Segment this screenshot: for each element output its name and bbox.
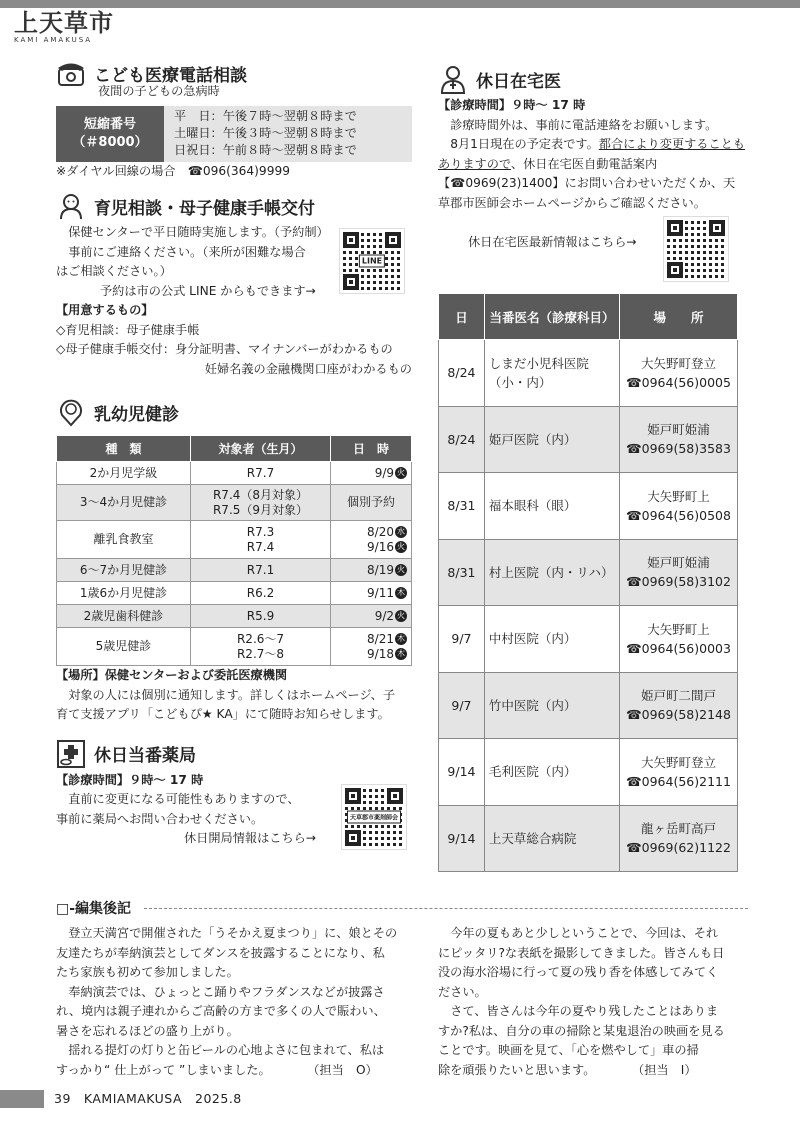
editor-left-line: 登立天満宮で開催された「うそかえ夏まつり」に、娘とその [68, 926, 398, 940]
row-kind: 3～4か月児健診 [57, 485, 191, 521]
row-date: 9/9 火 [331, 462, 412, 485]
hours-holiday: 日祝日：午前８時～翌朝８時まで [174, 142, 357, 157]
item-handbook-2: 妊婦名義の金融機関口座がわかるもの [204, 361, 412, 376]
row-doctor: 村上医院（内・リハ） [484, 539, 619, 606]
item-consult: ◇育児相談：母子健康手帳 [56, 322, 200, 337]
dial-note: ※ダイヤル回線の場合 ☎096(364)9999 [56, 163, 290, 178]
left-column [56, 56, 416, 849]
row-day: 8/24 [439, 406, 485, 473]
doctor-p1: 診療時間外は、事前に電話連絡をお願いします。 [450, 117, 718, 132]
row-target: R5.9 [191, 605, 331, 628]
editor-left-line: 揺れる提灯の灯りと缶ビールの心地よさに包まれて、私は [68, 1043, 385, 1057]
row-place: 大矢野町上 ☎0964(56)0003 [620, 606, 738, 673]
row-kind: 2歳児歯科健診 [57, 605, 191, 628]
top-bar [0, 0, 800, 8]
ikuji-line-3: はご相談ください。） [56, 264, 172, 278]
pharmacy-hours: 【診療時間】９時～ 17 時 [56, 772, 204, 787]
ikuji-line-1: 保健センターで平日随時実施します。（予約制） [68, 225, 329, 239]
table-row [439, 672, 738, 739]
editor-right-line: すか?私は、自分の車の掃除と某鬼退治の映画を見る [438, 1023, 725, 1038]
col-place: 場 所 [620, 294, 738, 340]
doctor-qr-code[interactable] [664, 217, 728, 281]
row-place: 姫戸町姫浦 ☎0969(58)3102 [620, 539, 738, 606]
phone-number: ☎0969(58)3583 [626, 441, 731, 457]
row-doctor: 中村医院（内） [484, 606, 619, 673]
row-doctor: しまだ小児科医院 （小・内） [484, 340, 619, 407]
row-kind: 1歳6か月児健診 [57, 582, 191, 605]
weekday-badge: 火 [397, 542, 405, 551]
row-doctor: 竹中医院（内） [484, 672, 619, 739]
doctor-p4: 草郡市医師会ホームページからご確認ください。 [438, 195, 706, 210]
editor-right-line: 今年の夏もあと少しということで、今回は、それ [450, 926, 719, 940]
row-place: 龍ヶ岳町高戸 ☎0969(62)1122 [620, 805, 738, 872]
row-kind: 離乳食教室 [57, 521, 191, 559]
table-row [439, 606, 738, 673]
ikuji-line-2: 事前にご連絡ください。（来所が困難な場合 [68, 244, 306, 259]
table-row [439, 805, 738, 872]
doctor-hours: 【診療時間】９時～ 17 時 [438, 98, 586, 112]
weekday-badge: 水 [397, 527, 405, 536]
ikuji-title: 育児相談・母子健康手帳交付 [94, 198, 315, 219]
row-day: 9/7 [439, 672, 485, 739]
nyuyoji-title: 乳幼児健診 [94, 404, 179, 425]
table-row [439, 539, 738, 606]
row-date: 8/19 火 [331, 559, 412, 582]
row-place: 姫戸町二間戸 ☎0969(58)2148 [620, 672, 738, 739]
row-kind: 6～7か月児健診 [57, 559, 191, 582]
row-date: 個別予約 [331, 485, 412, 521]
phone-number: ☎0964(56)0005 [626, 374, 731, 390]
weekday-badge: 火 [397, 468, 405, 477]
nyuyoji-header [56, 395, 416, 429]
doctor-p2: 8月1日現在の予定表です。都合により変更することもありますので、休日在宅医自動電話案内 [438, 137, 746, 171]
phone-number: ☎0969(58)2148 [626, 707, 731, 723]
doctor-link-row [438, 213, 748, 285]
col-kind: 種 類 [57, 436, 191, 462]
checkup-note-1: 対象の人には個別に通知します。詳しくはホームページ、子 [68, 687, 396, 702]
doctor-p3: 【☎0969(23)1400】にお問い合わせいただくか、天 [438, 176, 736, 190]
editor-left-line: 友達たちが奉納演芸としてダンスを披露することになり、私 [56, 945, 385, 960]
phone-number: ☎0969(58)3102 [626, 574, 731, 590]
checkup-table [56, 435, 412, 666]
short-number-box [56, 106, 412, 162]
short-number-hours [164, 106, 412, 162]
editor-left [56, 924, 416, 1080]
telephone-icon [56, 58, 86, 88]
row-day: 9/14 [439, 805, 485, 872]
editor-notes-header [56, 900, 748, 916]
ikuji-body [56, 223, 416, 379]
row-date: 8/20 水 9/16 火 [331, 521, 412, 559]
yakkyoku-body [56, 771, 416, 849]
kodomo-subtitle: 夜間の子どもの急病時 [98, 84, 220, 98]
row-target: R7.1 [191, 559, 331, 582]
table-row [439, 473, 738, 540]
line-qr-label: LINE [359, 255, 385, 268]
logo-subtext: KAMI AMAKUSA [14, 36, 93, 44]
pharmacy-line-1: 直前に変更になる可能性もありますので、 [68, 792, 300, 806]
row-day: 9/14 [439, 739, 485, 806]
baby-icon [56, 191, 86, 221]
col-day: 日 [439, 294, 485, 340]
table-row [57, 559, 412, 582]
table-row [439, 340, 738, 407]
editor-right [438, 924, 748, 1080]
kodomo-title: こども医療電話相談 [94, 65, 247, 86]
editor-right-line: ことです。映画を見て、「心を燃やして」車の掃 [438, 1043, 699, 1057]
hours-weekday: 平 日：午後７時～翌朝８時まで [174, 108, 357, 123]
items-heading: 【用意するもの】 [56, 303, 154, 317]
row-place: 大矢野町登立 ☎0964(56)2111 [620, 739, 738, 806]
weekday-badge: 木 [397, 634, 405, 643]
col-date: 日 時 [331, 436, 412, 462]
footer-bar [0, 1090, 44, 1108]
pharmacy-line-2: 事前に薬局へお問い合わせください。 [56, 811, 264, 826]
ikuji-header [56, 189, 416, 223]
zaitaku-header [438, 62, 748, 96]
row-place: 大矢野町登立 ☎0964(56)0005 [620, 340, 738, 407]
editor-right-line: にピッタリ?な表紙を撮影してきました。皆さんも日 [438, 945, 725, 960]
yakkyoku-title: 休日当番薬局 [94, 746, 196, 766]
editor-notes-title: □-編集後記 [56, 901, 132, 917]
logo-text: 上天草市 [14, 8, 114, 37]
editor-left-line: 奉納演芸では、ひょっとこ踊りやフラダンスなどが披露さ [68, 984, 385, 999]
row-doctor: 毛利医院（内） [484, 739, 619, 806]
row-doctor: 姫戸医院（内） [484, 406, 619, 473]
editor-left-line: たち家族も初めて参加しました。 [56, 965, 239, 979]
table-row [57, 462, 412, 485]
row-day: 8/31 [439, 473, 485, 540]
table-row [57, 521, 412, 559]
ikuji-line-4: 予約は市の公式 LINE からもできます→ [100, 283, 316, 298]
checkup-place: 【場所】保健センターおよび委託医療機関 [56, 668, 288, 682]
row-date: 9/2 火 [331, 605, 412, 628]
editor-left-line: 暑さを忘れるほどの盛り上がり。 [56, 1023, 239, 1038]
page-footer: 39 KAMIAMAKUSA 2025.8 [54, 1091, 242, 1106]
doctor-info-link[interactable]: 休日在宅医最新情報はこちら→ [468, 235, 637, 249]
row-day: 9/7 [439, 606, 485, 673]
table-row [439, 406, 738, 473]
table-row [57, 485, 412, 521]
short-number-label [56, 106, 164, 162]
row-date: 9/11 木 [331, 582, 412, 605]
row-target: R2.6～7 R2.7～8 [191, 628, 331, 666]
short-number-label-2: （＃8000） [72, 134, 148, 150]
phone-number: ☎0964(56)2111 [626, 773, 731, 789]
row-kind: 5歳児健診 [57, 628, 191, 666]
short-number-label-1: 短縮番号 [83, 116, 136, 132]
editor-right-line: さて、皆さんは今年の夏やり残したことはありま [450, 1004, 719, 1018]
col-doctor: 当番医名（診療科目） [484, 294, 619, 340]
row-day: 8/24 [439, 340, 485, 407]
row-date: 8/21 木 9/18 木 [331, 628, 412, 666]
pharmacy-qr-code[interactable] [342, 785, 406, 849]
pharmacy-qr-label: 天草郡市薬剤師会 [347, 810, 401, 823]
hours-saturday: 土曜日：午後３時～翌朝８時まで [174, 125, 357, 140]
square-icon: □ [56, 901, 70, 917]
editor-right-line: 除を頑張りたいと思います。 （担当 I） [438, 1062, 697, 1077]
row-kind: 2か月児学級 [57, 462, 191, 485]
zaitaku-title: 休日在宅医 [476, 71, 561, 92]
dashed-divider [144, 908, 748, 909]
item-handbook: ◇母子健康手帳交付：身分証明書、マイナンバーがわかるもの [56, 342, 393, 356]
col-target: 対象者（生月） [191, 436, 331, 462]
weekday-badge: 木 [397, 588, 405, 597]
row-doctor: 福本眼科（眼） [484, 473, 619, 540]
row-target: R7.7 [191, 462, 331, 485]
weekday-badge: 火 [397, 565, 405, 574]
row-target: R7.4（8月対象） R7.5（9月対象） [191, 485, 331, 521]
city-logo [14, 10, 114, 50]
table-row [57, 582, 412, 605]
row-doctor: 上天草総合病院 [484, 805, 619, 872]
right-column [438, 62, 748, 872]
doctor-icon [438, 64, 468, 94]
weekday-badge: 火 [397, 611, 405, 620]
editor-left-line: すっかり“ 仕上がって ”しまいました。 （担当 O） [56, 1062, 378, 1077]
row-place: 姫戸町姫浦 ☎0969(58)3583 [620, 406, 738, 473]
row-target: R6.2 [191, 582, 331, 605]
phone-number: ☎0964(56)0003 [626, 640, 731, 656]
editor-right-line: 没の海水浴場に行って夏の残り香を体感してみてく [438, 965, 719, 979]
editor-left-line: れ、境内は親子連れからご高齢の方まで多くの人で賑わい、 [56, 1004, 386, 1018]
table-row [57, 628, 412, 666]
row-place: 大矢野町上 ☎0964(56)0508 [620, 473, 738, 540]
phone-number: ☎0969(62)1122 [626, 840, 731, 856]
yakkyoku-header [56, 737, 416, 771]
pharmacy-info-link[interactable]: 休日開局情報はこちら→ [184, 831, 317, 845]
line-qr-code[interactable] [340, 229, 404, 293]
doctor-table [438, 293, 738, 872]
row-day: 8/31 [439, 539, 485, 606]
row-target: R7.3 R7.4 [191, 521, 331, 559]
table-row [57, 605, 412, 628]
child-face-icon [56, 397, 86, 427]
weekday-badge: 木 [397, 649, 405, 658]
medicine-icon [56, 739, 86, 769]
table-row [439, 739, 738, 806]
editor-right-line: ださい。 [438, 984, 487, 999]
checkup-note-2: 育て支援アプリ「こどもぴ★ KA」にて随時お知らせします。 [56, 707, 390, 721]
phone-number: ☎0964(56)0508 [626, 507, 731, 523]
